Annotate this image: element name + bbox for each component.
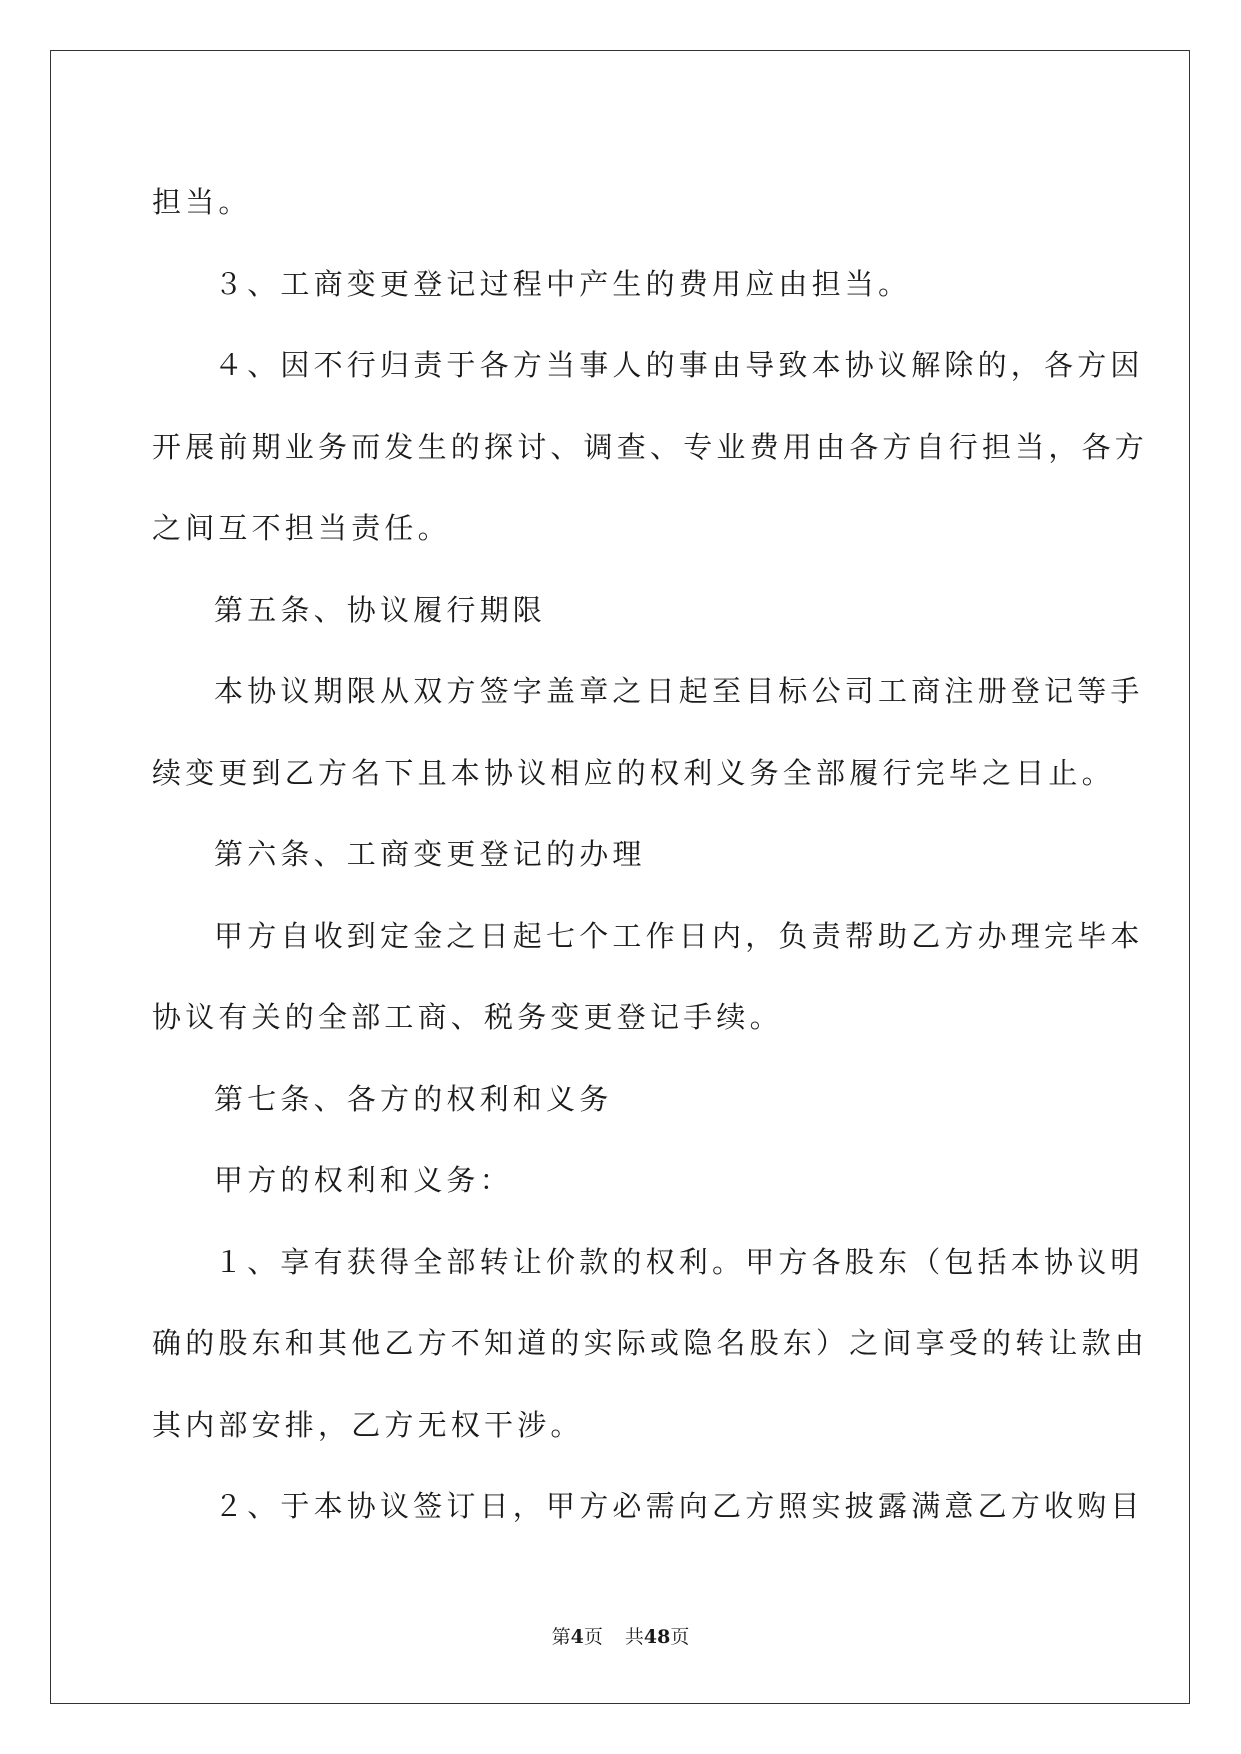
page-footer	[0, 1622, 1241, 1649]
text-line: 担当。	[152, 185, 252, 219]
text-line: 续变更到乙方名下且本协议相应的权利义务全部履行完毕之日止。	[152, 755, 1115, 790]
section-heading: 第五条、协议履行期限	[214, 592, 547, 627]
text-line: 开展前期业务而发生的探讨、调查、专业费用由各方自行担当，各方	[152, 429, 1149, 464]
text-line: 甲方的权利和义务：	[214, 1163, 513, 1197]
section-heading: 第六条、工商变更登记的办理	[214, 837, 646, 871]
text-line: 本协议期限从双方签字盖章之日起至目标公司工商注册登记等手	[214, 674, 1144, 708]
page-prefix: 第	[551, 1626, 571, 1648]
text-line: 之间互不担当责任。	[152, 511, 451, 545]
document-body	[152, 162, 1149, 1548]
text-line: ２、于本协议签订日，甲方必需向乙方照实披露满意乙方收购目	[214, 1489, 1144, 1523]
text-line: ４、因不行归责于各方当事人的事由导致本协议解除的，各方因	[214, 348, 1144, 382]
total-prefix: 共	[624, 1626, 644, 1648]
page-number: 4	[570, 1626, 584, 1648]
section-heading: 第七条、各方的权利和义务	[214, 1081, 613, 1116]
total-pages: 48	[643, 1626, 671, 1648]
text-line: ３、工商变更登记过程中产生的费用应由担当。	[214, 266, 912, 301]
page-suffix: 页	[583, 1626, 603, 1648]
text-line: 确的股东和其他乙方不知道的实际或隐名股东）之间享受的转让款由	[152, 1326, 1149, 1360]
text-line: １、享有获得全部转让价款的权利。甲方各股东（包括本协议明	[214, 1244, 1144, 1279]
text-line: 其内部安排，乙方无权干涉。	[152, 1407, 584, 1442]
text-line: 甲方自收到定金之日起七个工作日内，负责帮助乙方办理完毕本	[214, 918, 1144, 953]
total-suffix: 页	[670, 1626, 690, 1648]
text-line: 协议有关的全部工商、税务变更登记手续。	[152, 1000, 783, 1034]
